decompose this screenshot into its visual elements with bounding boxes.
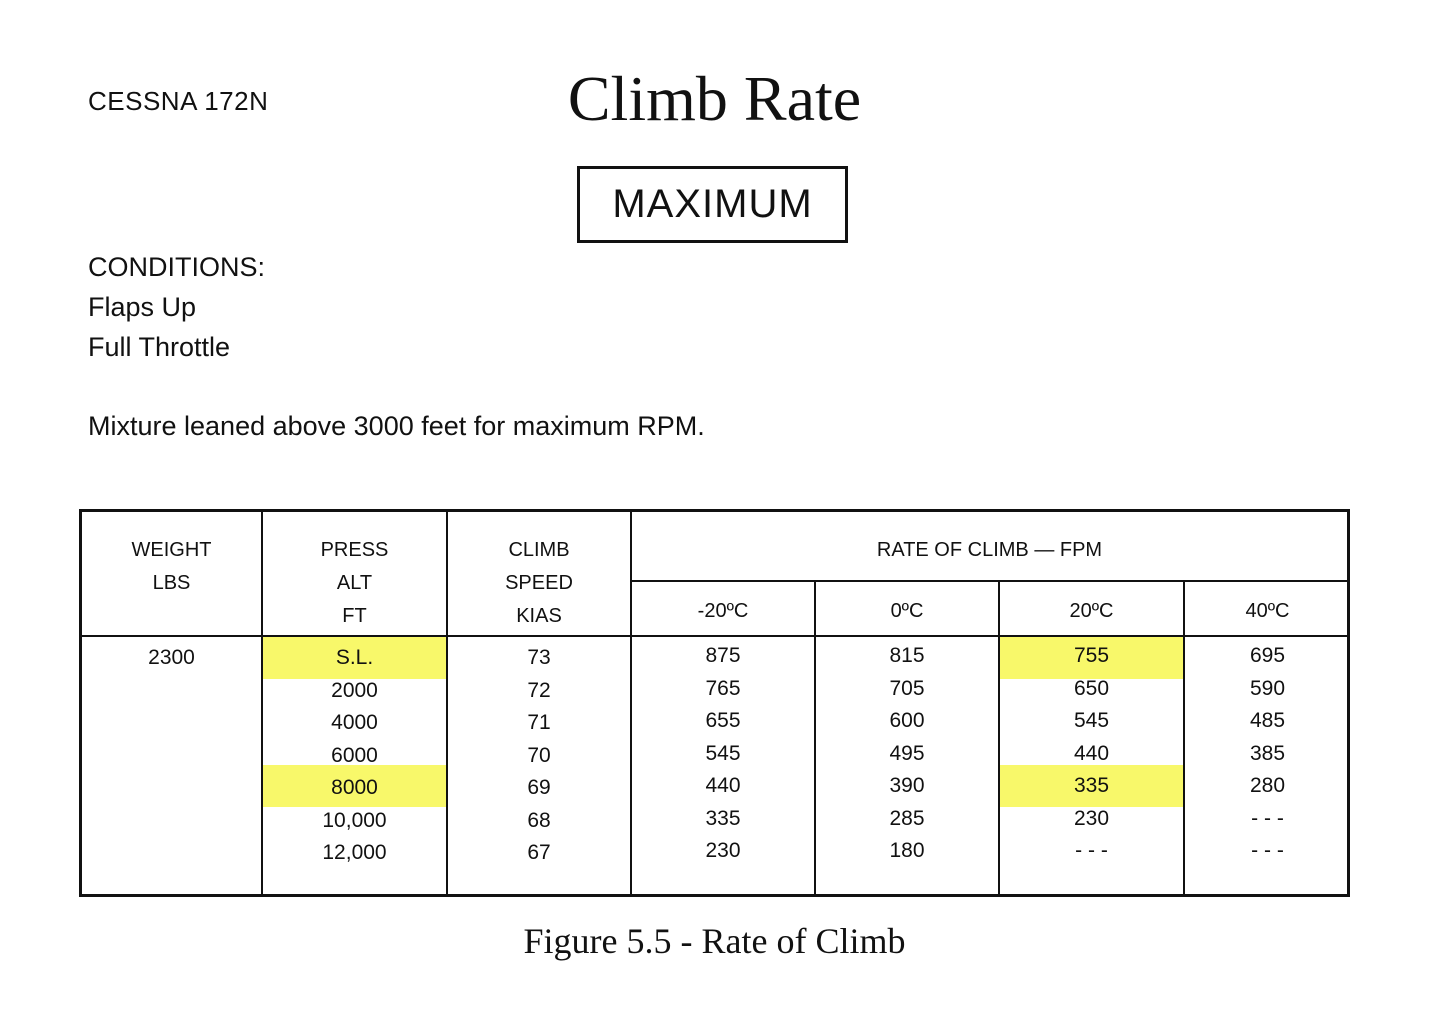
climb-speed-header [448, 534, 630, 633]
climb-speed-header-line: CLIMB [508, 539, 570, 561]
press-alt-cell: 10,000 [322, 808, 387, 832]
rate-minus20-cell: 230 [705, 839, 741, 862]
rate-40-cell: 280 [1249, 774, 1286, 797]
rate-0-cell: 600 [889, 709, 925, 732]
rate-40-cell: 485 [1249, 709, 1286, 732]
temp-header-0: 0ºC [890, 600, 924, 622]
mixture-note: Mixture leaned above 3000 feet for maximum RPM. [88, 411, 705, 441]
climb-rate-table [79, 509, 1350, 897]
press-alt-header [263, 534, 446, 633]
condition-throttle: Full Throttle [88, 332, 231, 362]
figure-caption: Figure 5.5 - Rate of Climb [523, 921, 906, 961]
climb-speed-cell: 70 [527, 743, 551, 767]
climb-speed-header-line: SPEED [505, 572, 573, 594]
rate-minus20-cell: 440 [705, 774, 741, 797]
weight-header-line: WEIGHT [131, 539, 212, 561]
temp-header-minus20: -20ºC [697, 600, 749, 622]
conditions-heading: CONDITIONS: [88, 252, 266, 282]
rate-0-cell: 285 [889, 806, 925, 830]
climb-speed-cell: 69 [527, 776, 551, 799]
condition-flaps: Flaps Up [88, 292, 197, 322]
press-alt-header-unit: FT [342, 605, 367, 627]
rate-40-cell: 695 [1249, 644, 1286, 667]
rate-group-header: RATE OF CLIMB — FPM [876, 539, 1103, 561]
rate-20-cell: 545 [1073, 709, 1110, 732]
climb-speed-cell: 73 [527, 646, 551, 669]
rate-minus20-cell: 875 [705, 644, 741, 667]
rate-minus20-cell: 335 [705, 806, 741, 830]
temp-header-40: 40ºC [1245, 600, 1290, 622]
rate-40-cell: 385 [1249, 741, 1286, 765]
climb-speed-cell: 72 [527, 678, 551, 702]
rate-20-cell: 230 [1073, 806, 1110, 830]
rate-20-cell: 440 [1073, 741, 1110, 765]
mode-label: MAXIMUM [577, 166, 848, 243]
climb-speed-cell: 71 [527, 711, 551, 734]
press-alt-cell: 6000 [331, 743, 378, 767]
aircraft-model: CESSNA 172N [88, 86, 269, 116]
rate-40-cell: - - - [1251, 806, 1284, 830]
rate-20-cell: 755 [1073, 644, 1110, 667]
rate-20-cell: - - - [1075, 839, 1108, 862]
climb-speed-cell: 67 [527, 841, 551, 864]
rate-40-cell: - - - [1251, 839, 1284, 862]
press-alt-cell: 2000 [331, 678, 378, 702]
climb-speed-cell: 68 [527, 808, 551, 832]
press-alt-cell: 4000 [331, 711, 378, 734]
rate-0-cell: 705 [889, 676, 925, 700]
rate-minus20-cell: 765 [705, 676, 741, 700]
weight-header-unit: LBS [152, 572, 191, 594]
press-alt-header-line: ALT [336, 572, 373, 594]
climb-speed-header-unit: KIAS [516, 605, 562, 627]
rate-40-cell: 590 [1249, 676, 1286, 700]
temp-header-20: 20ºC [1069, 600, 1114, 622]
page-title: Climb Rate [567, 63, 862, 134]
weight-value: 2300 [148, 646, 195, 669]
rate-minus20-cell: 545 [705, 741, 741, 765]
press-alt-cell: S.L. [335, 646, 374, 669]
rate-20-cell: 335 [1073, 774, 1110, 797]
rate-0-cell: 390 [889, 774, 925, 797]
rate-0-cell: 495 [889, 741, 925, 765]
weight-header [82, 534, 261, 600]
rate-0-cell: 815 [889, 644, 925, 667]
rate-0-cell: 180 [889, 839, 925, 862]
group-divider [630, 580, 1347, 582]
rate-minus20-cell: 655 [705, 709, 741, 732]
rate-20-cell: 650 [1073, 676, 1110, 700]
press-alt-header-line: PRESS [320, 539, 389, 561]
press-alt-cell: 8000 [331, 776, 378, 799]
press-alt-cell: 12,000 [322, 841, 387, 864]
